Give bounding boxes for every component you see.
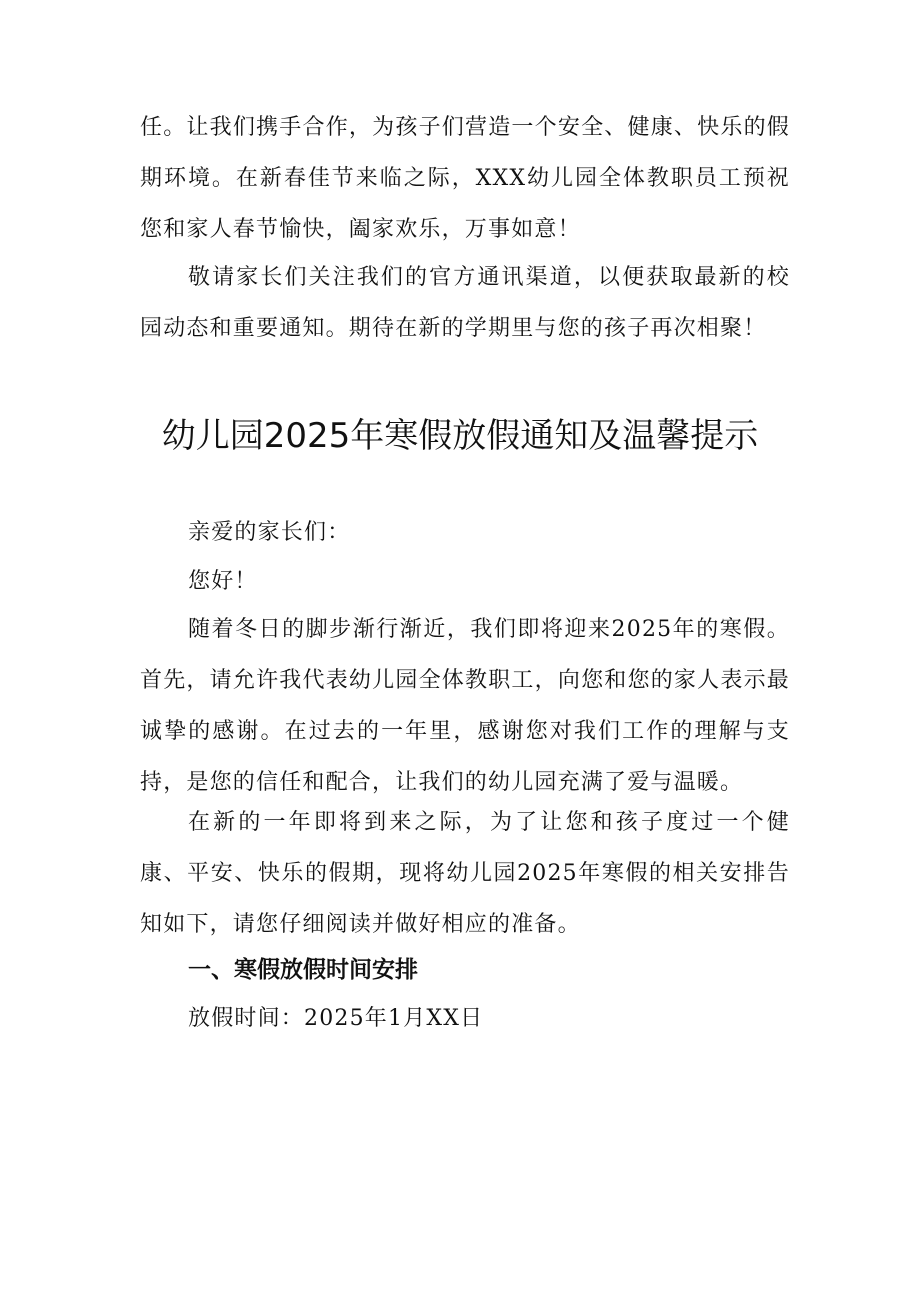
thanks-paragraph: 随着冬日的脚步渐行渐近，我们即将迎来2025年的寒假。首先，请允许我代表幼儿园全体教职工，向您和您的家人表示最诚挚的感谢。在过去的一年里，感谢您对我们工作的理解与支持，是您的信任和配合，让我们的幼儿园充满了爱与温暖。	[140, 617, 790, 795]
greeting: 您好！	[188, 569, 258, 594]
holiday-start-date: 放假时间：2025年1月XX日	[188, 1006, 484, 1031]
page-title: 幼儿园2025年寒假放假通知及温馨提示	[161, 416, 759, 456]
arrangement-intro-paragraph: 在新的一年即将到来之际，为了让您和孩子度过一个健康、平安、快乐的假期，现将幼儿园2025年寒假的相关安排告知如下，请您仔细阅读并做好相应的准备。	[140, 810, 790, 937]
follow-channels-paragraph: 敬请家长们关注我们的官方通讯渠道，以便获取最新的校园动态和重要通知。期待在新的学期里与您的孩子再次相聚！	[140, 265, 790, 341]
closing-paragraph-prev-notice: 任。让我们携手合作，为孩子们营造一个安全、健康、快乐的假期环境。在新春佳节来临之际，XXX幼儿园全体教职员工预祝您和家人春节愉快，阖家欢乐，万事如意！	[140, 115, 790, 242]
salutation: 亲爱的家长们：	[188, 520, 351, 545]
section-heading-holiday-schedule: 一、寒假放假时间安排	[188, 957, 418, 983]
